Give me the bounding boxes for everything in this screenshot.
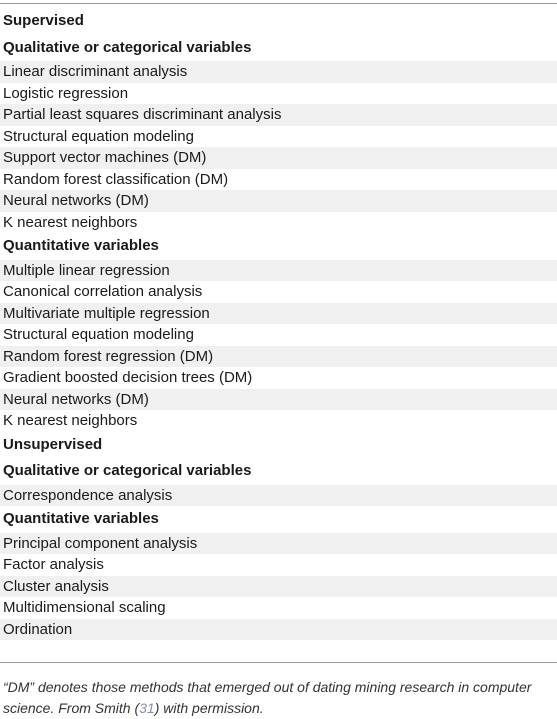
table-row: Linear discriminant analysis bbox=[0, 61, 557, 83]
section-heading: Unsupervised bbox=[3, 435, 103, 453]
footnote-text: “DM” denotes those methods that emerged out of dating mining research in computer science. From Smith ( bbox=[3, 679, 532, 716]
table-row: Support vector machines (DM) bbox=[0, 147, 557, 169]
table-row: Correspondence analysis bbox=[0, 485, 557, 507]
table-row: Cluster analysis bbox=[0, 576, 557, 598]
table-body bbox=[0, 8, 557, 640]
table-row: Neural networks (DM) bbox=[0, 190, 557, 212]
table-row: Principal component analysis bbox=[0, 533, 557, 555]
group-subheading: Qualitative or categorical variables bbox=[3, 38, 252, 56]
table-row: Structural equation modeling bbox=[3, 326, 194, 343]
table-row: Random forest regression (DM) bbox=[0, 346, 557, 368]
table-row: Multivariate multiple regression bbox=[0, 303, 557, 325]
table-row: K nearest neighbors bbox=[3, 412, 138, 429]
table-row: Factor analysis bbox=[3, 556, 104, 573]
table-row: Gradient boosted decision trees (DM) bbox=[3, 369, 253, 386]
group-subheading: Quantitative variables bbox=[3, 510, 159, 527]
section-heading: Supervised bbox=[3, 12, 84, 29]
table-row: Partial least squares discriminant analysis bbox=[0, 104, 557, 126]
table-row: Neural networks (DM) bbox=[0, 389, 557, 411]
table-row: K nearest neighbors bbox=[3, 213, 138, 231]
table-row: Logistic regression bbox=[3, 84, 129, 102]
table-row: Structural equation modeling bbox=[3, 127, 194, 145]
footnote-text-end: ) with permission. bbox=[154, 700, 264, 716]
table-row: Random forest classification (DM) bbox=[3, 170, 229, 188]
table-row: Multidimensional scaling bbox=[3, 599, 166, 616]
citation-link[interactable]: 31 bbox=[139, 700, 155, 716]
table-row: Ordination bbox=[0, 619, 557, 641]
top-rule bbox=[0, 3, 557, 4]
table-row: Multiple linear regression bbox=[0, 260, 557, 282]
table-row: Canonical correlation analysis bbox=[3, 283, 203, 300]
table-footnote bbox=[3, 677, 555, 719]
group-subheading: Qualitative or categorical variables bbox=[3, 462, 252, 479]
bottom-rule bbox=[0, 662, 557, 663]
group-subheading: Quantitative variables bbox=[3, 237, 159, 254]
